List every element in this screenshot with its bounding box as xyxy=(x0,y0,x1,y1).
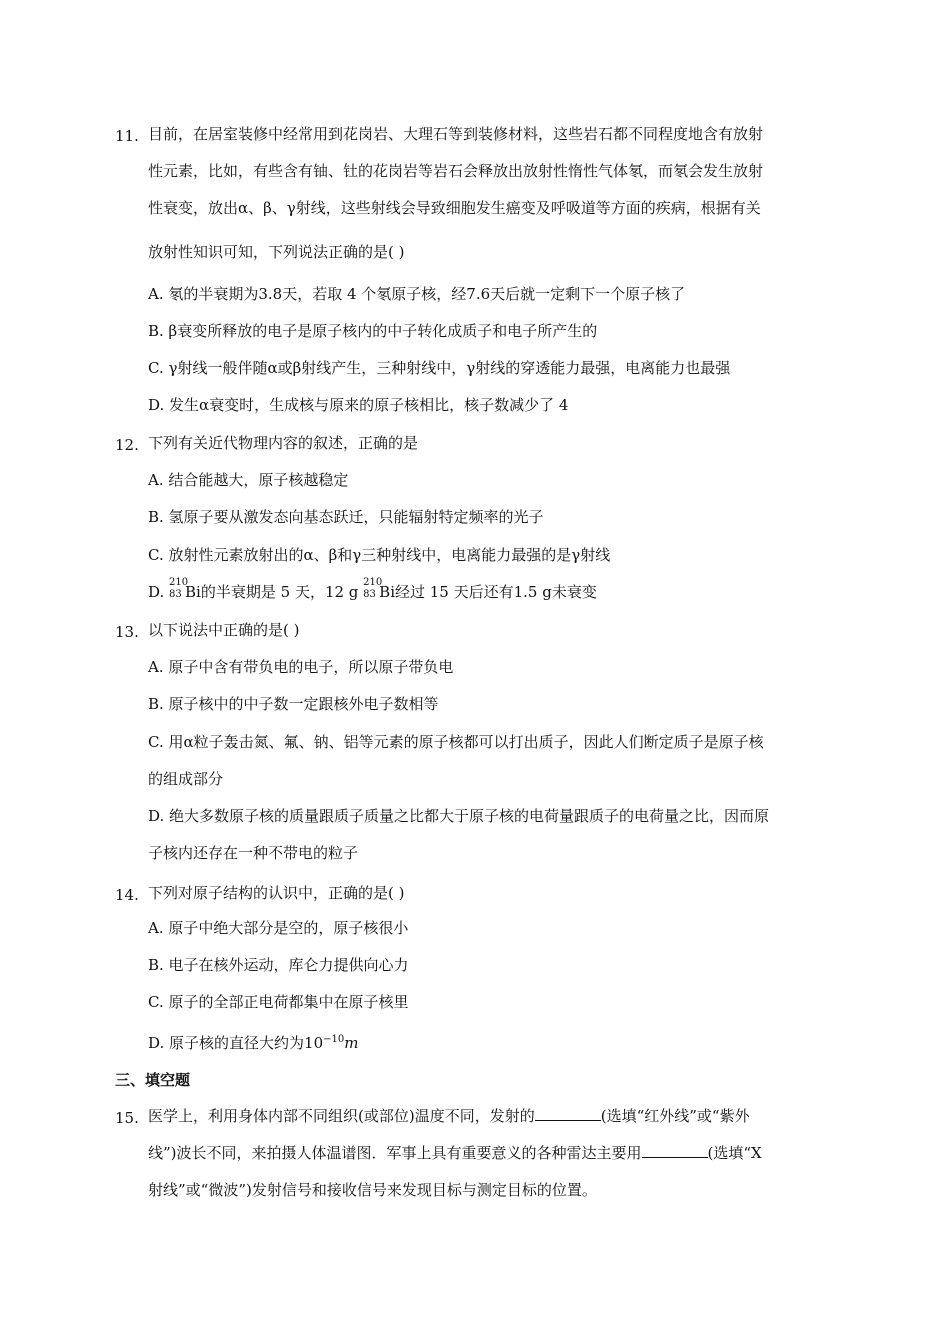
question-11-option-b: B. β衰变所释放的电子是原子核内的中子转化成质子和电子所产生的 xyxy=(148,322,598,340)
nuclide-symbol-2: Bi xyxy=(379,583,395,601)
question-12-option-b: B. 氢原子要从激发态向基态跃迁，只能辐射特定频率的光子 xyxy=(148,508,544,526)
nuclide-symbol: Bi xyxy=(185,583,201,601)
answer-blank-1[interactable] xyxy=(535,1106,601,1121)
question-13-option-a: A. 原子中含有带负电的电子，所以原子带负电 xyxy=(148,658,454,676)
question-11-option-d: D. 发生α衰变时，生成核与原来的原子核相比，核子数减少了 4 xyxy=(148,396,569,414)
question-13-stem: 以下说法中正确的是( ) xyxy=(148,621,300,639)
question-15-line-1 xyxy=(148,1106,750,1126)
question-11-stem-line-2: 性元素，比如，有些含有铀、钍的花岗岩等岩石会释放出放射性惰性气体氡，而氡会发生放射 xyxy=(148,162,764,180)
question-11-stem-line-3: 性衰变，放出α、β、γ射线，这些射线会导致细胞发生癌变及呼吸道等方面的疾病，根据有关 xyxy=(148,199,761,217)
exponent: −10 xyxy=(323,1034,345,1045)
question-13-option-d-line-1: D. 绝大多数原子核的质量跟质子质量之比都大于原子核的电荷量跟质子的电荷量之比，因而原 xyxy=(148,807,770,825)
question-15-text-2a: 线”)波长不同，来拍摄人体温谱图．军事上具有重要意义的各种雷达主要用 xyxy=(148,1144,642,1162)
nuclide-bi-210 xyxy=(169,577,201,602)
question-12-number: 12. xyxy=(115,436,139,454)
question-15-text-2b: (选填“X xyxy=(707,1144,762,1162)
unit-m: m xyxy=(344,1034,359,1052)
question-12-option-c: C. 放射性元素放射出的α、β和γ三种射线中，电离能力最强的是γ射线 xyxy=(148,546,611,564)
question-15-text-1a: 医学上，利用身体内部不同组织(或部位)温度不同，发射的 xyxy=(148,1107,535,1125)
question-13-option-d-line-2: 子核内还存在一种不带电的粒子 xyxy=(148,844,359,862)
question-13-option-b: B. 原子核中的中子数一定跟核外电子数相等 xyxy=(148,695,439,713)
question-14-option-a: A. 原子中绝大部分是空的，原子核很小 xyxy=(148,919,409,937)
question-14-option-b: B. 电子在核外运动，库仑力提供向心力 xyxy=(148,956,409,974)
question-13-option-c-line-1: C. 用α粒子轰击氮、氟、钠、铝等元素的原子核都可以打出质子，因此人们断定质子是原子核 xyxy=(148,733,764,751)
option-d-text-2: 经过 15 天后还有1.5 g未衰变 xyxy=(395,583,597,601)
nuclide-mass-number-2: 210 xyxy=(363,577,383,588)
option-d-text: D. 原子核的直径大约为10 xyxy=(148,1034,324,1052)
nuclide-atomic-number-2: 83 xyxy=(363,589,376,600)
question-15-line-3: 射线”或“微波”)发射信号和接收信号来发现目标与测定目标的位置。 xyxy=(148,1181,597,1199)
nuclide-mass-number: 210 xyxy=(169,577,189,588)
question-11-number: 11. xyxy=(115,127,139,145)
question-11-option-c: C. γ射线一般伴随α或β射线产生，三种射线中，γ射线的穿透能力最强，电离能力也最强 xyxy=(148,359,731,377)
question-12-option-a: A. 结合能越大，原子核越稳定 xyxy=(148,471,349,489)
question-11-option-a: A. 氡的半衰期为3.8天，若取 4 个氡原子核，经7.6天后就一定剩下一个原子核了 xyxy=(148,285,686,303)
question-11-stem-line-4: 放射性知识可知，下列说法正确的是( ) xyxy=(148,243,405,261)
section-heading-fill-in: 三、填空题 xyxy=(115,1071,191,1089)
question-14-option-c: C. 原子的全部正电荷都集中在原子核里 xyxy=(148,993,409,1011)
question-14-stem: 下列对原子结构的认识中，正确的是( ) xyxy=(148,884,405,902)
question-14-number: 14. xyxy=(115,886,139,904)
answer-blank-2[interactable] xyxy=(642,1143,708,1158)
question-12-option-d xyxy=(148,577,597,602)
question-12-stem: 下列有关近代物理内容的叙述，正确的是 xyxy=(148,434,419,452)
question-13-option-c-line-2: 的组成部分 xyxy=(148,770,224,788)
question-13-number: 13. xyxy=(115,623,139,641)
question-15-text-1b: (选填“红外线”或“紫外 xyxy=(600,1107,750,1125)
question-11-stem-line-1: 目前，在居室装修中经常用到花岗岩、大理石等到装修材料，这些岩石都不同程度地含有放射 xyxy=(148,125,764,143)
option-d-label: D. xyxy=(148,583,170,601)
nuclide-atomic-number: 83 xyxy=(169,589,182,600)
nuclide-bi-210-second xyxy=(363,577,395,602)
question-14-option-d xyxy=(148,1030,358,1053)
question-15-number: 15. xyxy=(115,1109,139,1127)
question-15-line-2 xyxy=(148,1143,762,1163)
option-d-text-1: 的半衰期是 5 天，12 g xyxy=(200,583,364,601)
